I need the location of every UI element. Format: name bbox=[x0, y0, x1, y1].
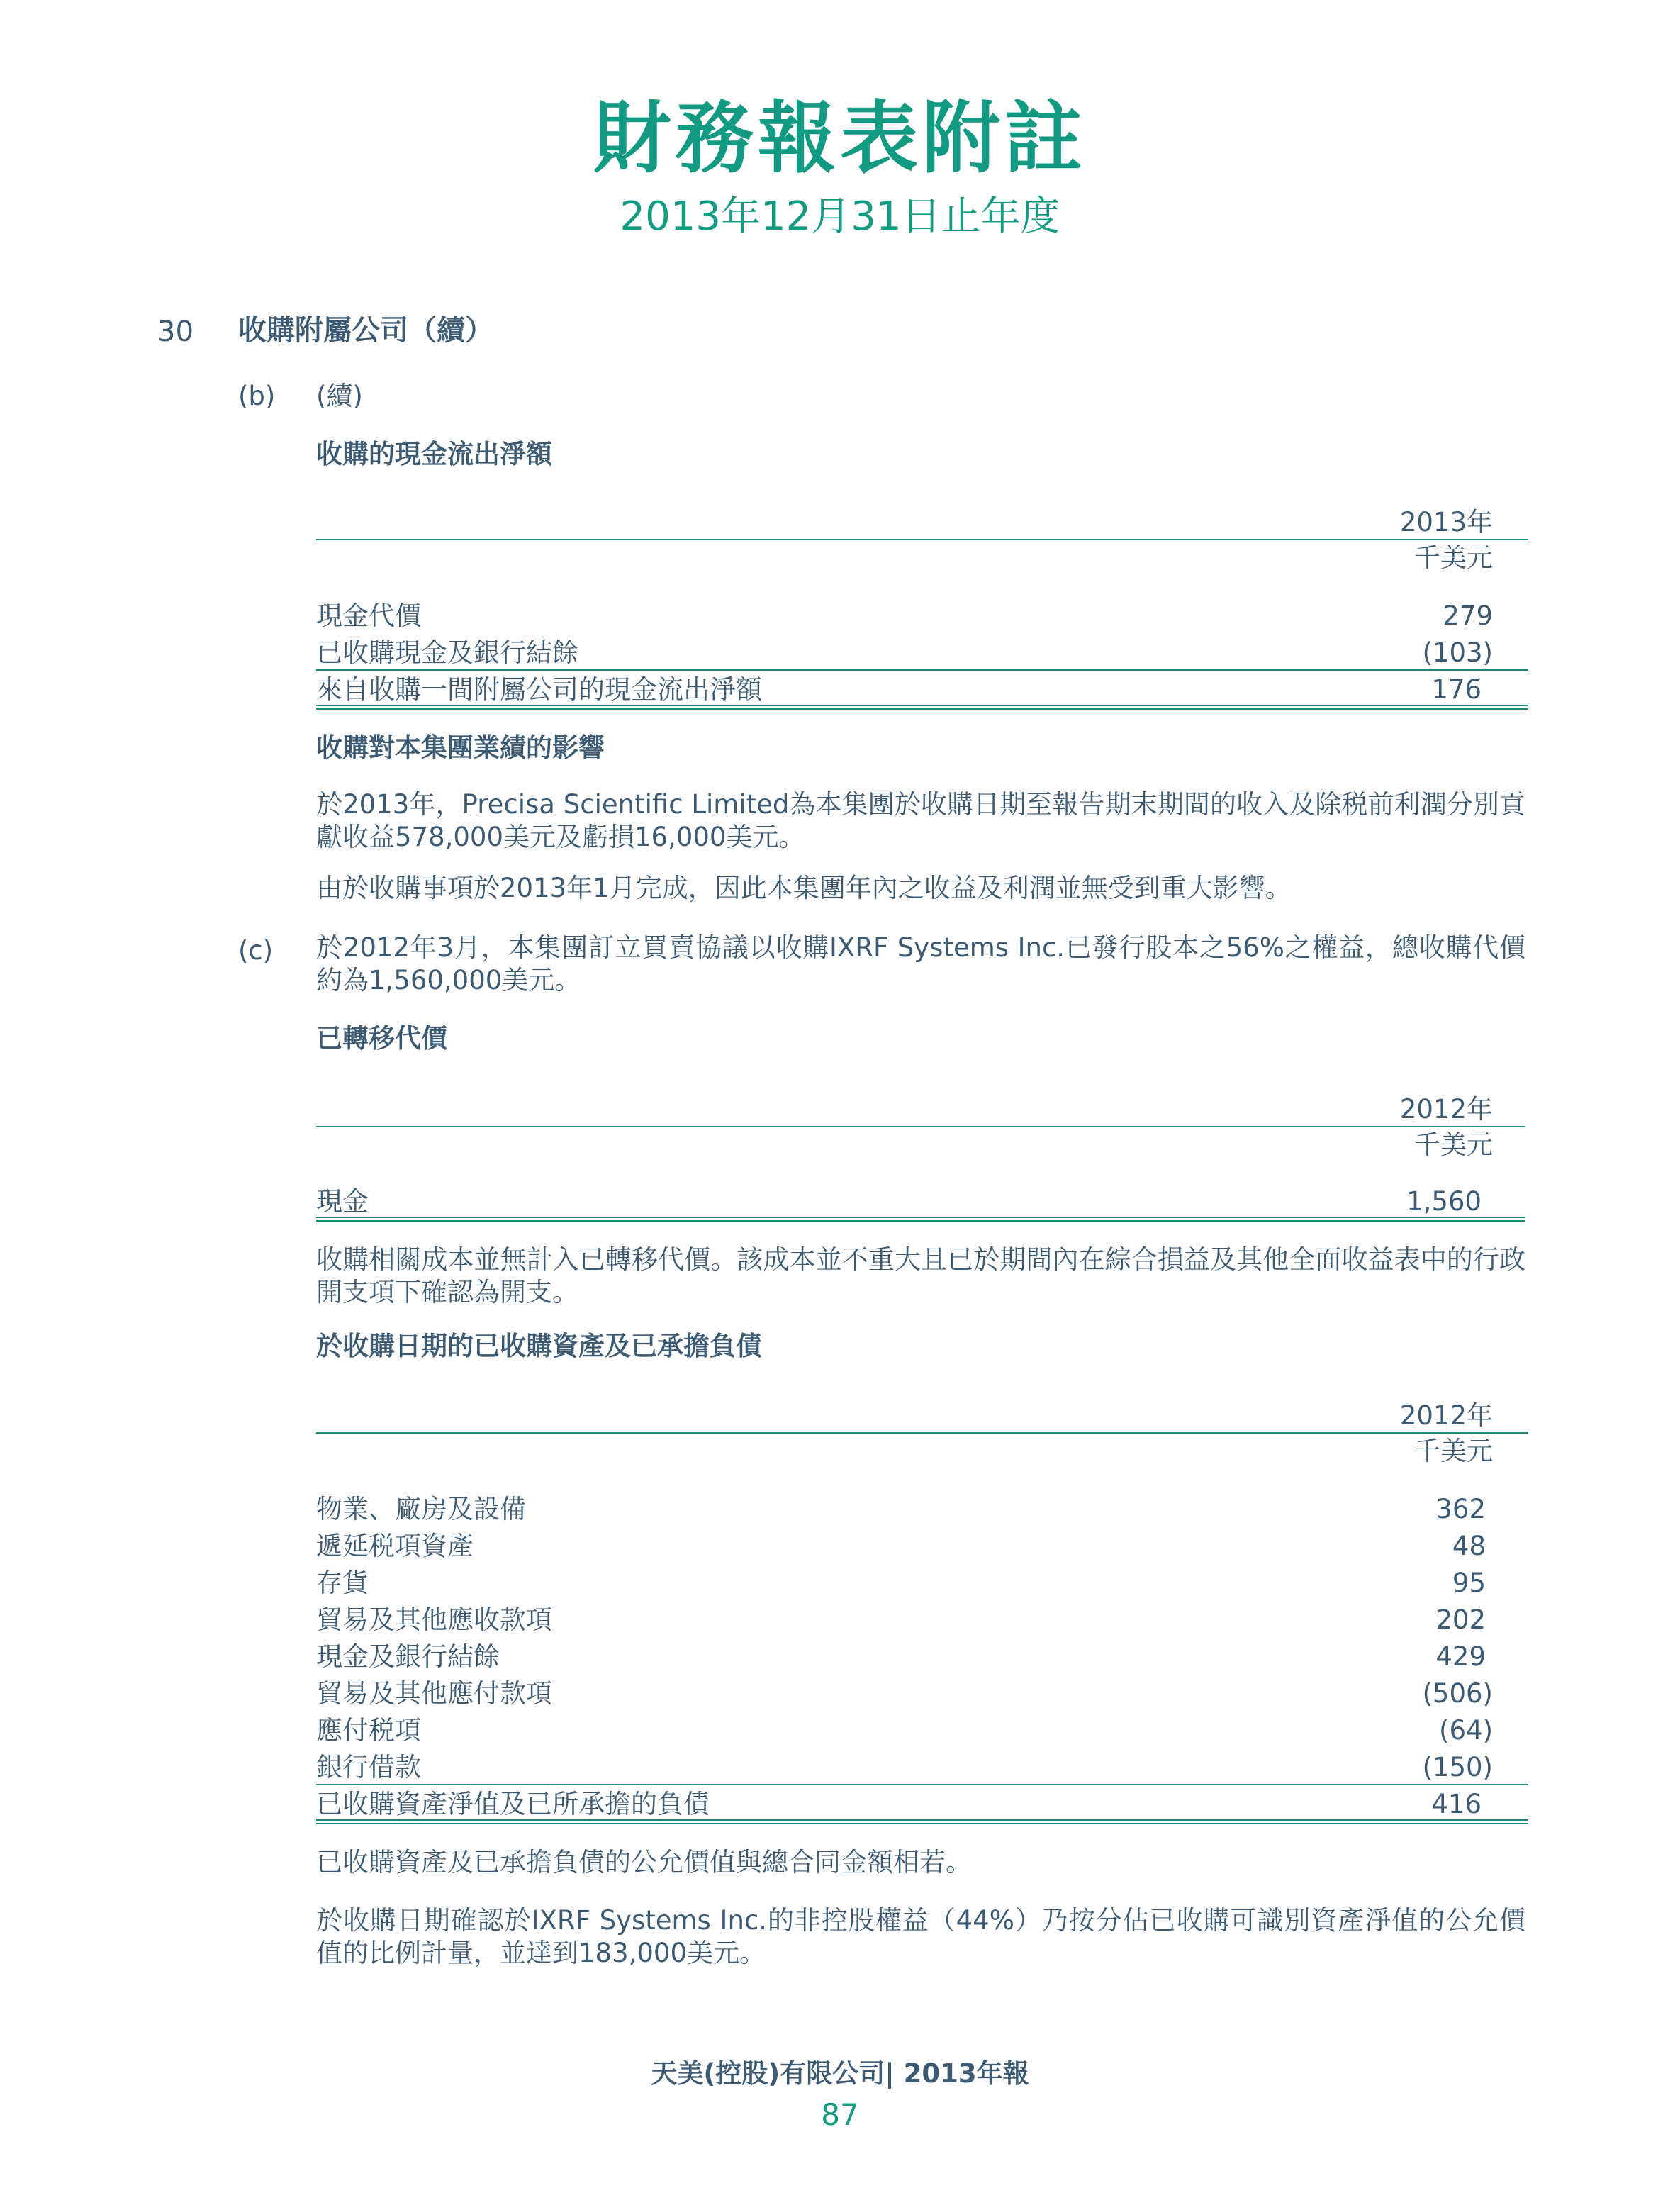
subtotal-rule bbox=[316, 1784, 1528, 1785]
table-row-label: 現金及銀行結餘 bbox=[316, 1641, 500, 1672]
double-rule bbox=[316, 1819, 1528, 1824]
table-row-label: 銀行借款 bbox=[316, 1752, 421, 1782]
cash-outflow-col-year: 2013年 bbox=[1399, 507, 1493, 537]
table-rule bbox=[316, 539, 1528, 540]
consideration-col-year: 2012年 bbox=[1399, 1094, 1493, 1124]
table-row-value: 429 bbox=[1435, 1641, 1486, 1672]
part-b-cont: (續) bbox=[316, 381, 363, 411]
table-row-value: 279 bbox=[1443, 601, 1493, 631]
consideration-note: 收購相關成本並無計入已轉移代價。該成本並不重大且已於期間內在綜合損益及其他全面收益表中的行政開支項下確認為開支。 bbox=[316, 1244, 1525, 1307]
table-row-label: 存貨 bbox=[316, 1568, 369, 1598]
table-total-value: 1,560 bbox=[1406, 1186, 1482, 1217]
impact-paragraph-1: 於2013年，Precisa Scientific Limited為本集團於收購日期至報告期末期間的收入及除税前利潤分別貢獻收益578,000美元及虧損16,000美元。 bbox=[316, 789, 1525, 852]
table-row-value: 202 bbox=[1435, 1604, 1486, 1635]
cash-outflow-col-unit: 千美元 bbox=[1414, 542, 1493, 573]
table-row-value: (64) bbox=[1439, 1715, 1493, 1746]
impact-paragraph-2: 由於收購事項於2013年1月完成，因此本集團年內之收益及利潤並無受到重大影響。 bbox=[316, 873, 1292, 903]
subtotal-rule bbox=[316, 669, 1528, 671]
footer-company: 天美(控股)有限公司| 2013年報 bbox=[651, 2058, 1029, 2089]
impact-heading: 收購對本集團業績的影響 bbox=[316, 732, 605, 763]
part-c-intro: 於2012年3月，本集團訂立買賣協議以收購IXRF Systems Inc.已發行股本之56%之權益，總收購代價約為1,560,000美元。 bbox=[316, 932, 1525, 995]
page-title: 財務報表附註 bbox=[593, 93, 1087, 184]
table-row-label: 遞延税項資產 bbox=[316, 1531, 474, 1561]
table-row-value: 362 bbox=[1435, 1494, 1486, 1524]
double-rule bbox=[316, 1217, 1525, 1222]
cash-outflow-heading: 收購的現金流出淨額 bbox=[316, 439, 552, 469]
table-rule bbox=[316, 1432, 1528, 1434]
table-row-value: (103) bbox=[1422, 637, 1493, 668]
table-row-value: 48 bbox=[1452, 1531, 1486, 1561]
table-row-label: 貿易及其他應付款項 bbox=[316, 1678, 552, 1709]
table-row-label: 貿易及其他應收款項 bbox=[316, 1604, 552, 1635]
section-number: 30 bbox=[157, 316, 194, 348]
table-total-label: 來自收購一間附屬公司的現金流出淨額 bbox=[316, 674, 762, 705]
page-number: 87 bbox=[821, 2097, 859, 2132]
part-c-marker: (c) bbox=[238, 935, 274, 966]
table-rule bbox=[316, 1126, 1525, 1127]
consideration-heading: 已轉移代價 bbox=[316, 1023, 447, 1054]
assets-col-year: 2012年 bbox=[1399, 1400, 1493, 1431]
consideration-col-unit: 千美元 bbox=[1414, 1129, 1493, 1160]
double-rule bbox=[316, 705, 1528, 710]
section-title: 收購附屬公司（續） bbox=[238, 314, 493, 347]
table-total-label: 現金 bbox=[316, 1186, 369, 1217]
table-row-label: 應付税項 bbox=[316, 1715, 421, 1746]
table-row-value: 95 bbox=[1452, 1568, 1486, 1598]
page-subtitle: 2013年12月31日止年度 bbox=[620, 194, 1060, 240]
table-row-label: 現金代價 bbox=[316, 601, 421, 631]
table-total-value: 176 bbox=[1431, 674, 1482, 705]
assets-heading: 於收購日期的已收購資產及已承擔負債 bbox=[316, 1331, 762, 1361]
assets-note-2: 於收購日期確認於IXRF Systems Inc.的非控股權益（44%）乃按分佔已收購可識別資產淨值的公允價值的比例計量，並達到183,000美元。 bbox=[316, 1905, 1525, 1968]
table-row-value: (150) bbox=[1422, 1752, 1493, 1782]
table-row-value: (506) bbox=[1422, 1678, 1493, 1709]
table-row-label: 物業、廠房及設備 bbox=[316, 1494, 526, 1524]
table-total-label: 已收購資產淨值及已所承擔的負債 bbox=[316, 1789, 710, 1819]
assets-col-unit: 千美元 bbox=[1414, 1436, 1493, 1466]
table-total-value: 416 bbox=[1431, 1789, 1482, 1819]
part-b-marker: (b) bbox=[238, 381, 276, 411]
table-row-label: 已收購現金及銀行結餘 bbox=[316, 637, 578, 668]
assets-note-1: 已收購資產及已承擔負債的公允價值與總合同金額相若。 bbox=[316, 1847, 972, 1877]
